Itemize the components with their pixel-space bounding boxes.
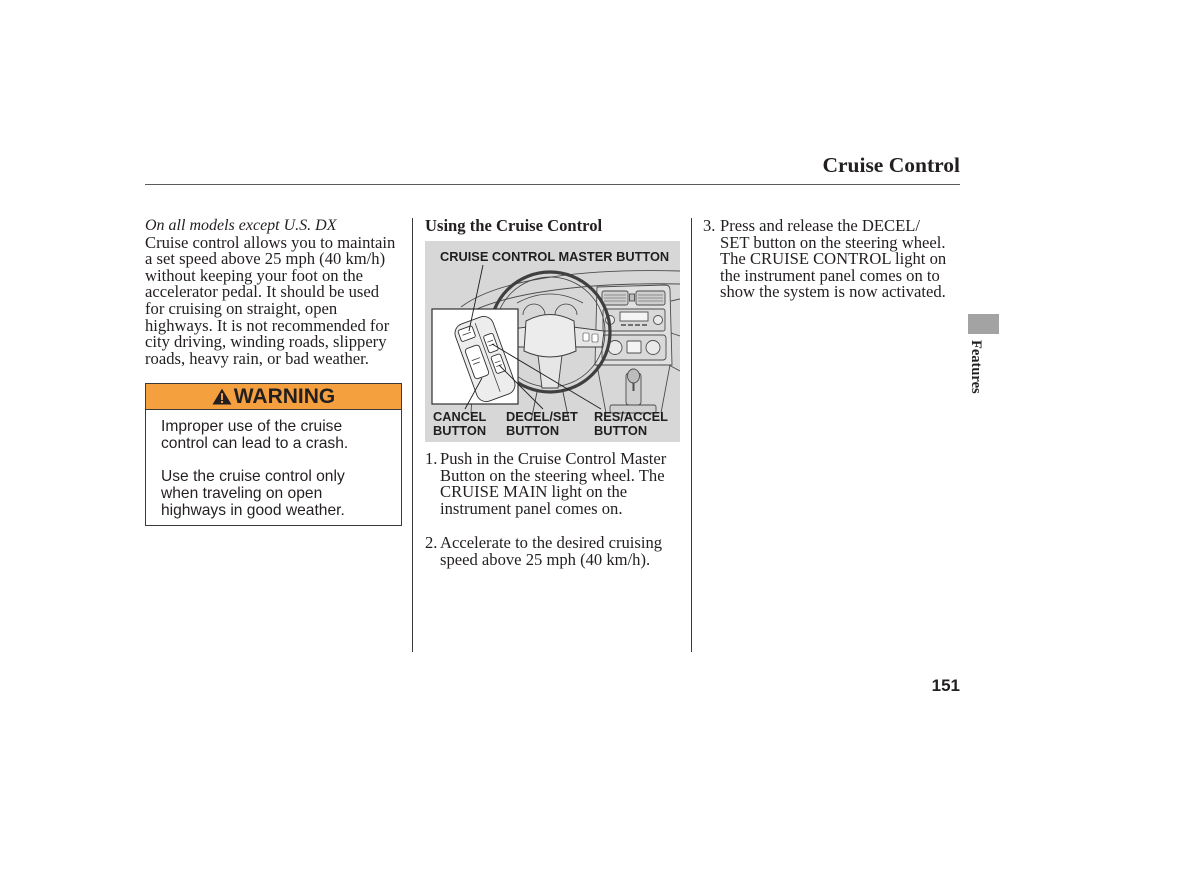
step-3 (703, 218, 946, 301)
intro-paragraph: Cruise control allows you to maintain a set speed above 25 mph (40 km/h) without keeping your foot on the accelerator pedal. It should be used for cruising on straight, open highways. It is not recommended for city driving, winding roads, slippery roads, heavy rain, or bad weather. (145, 232, 396, 368)
warning-box (145, 383, 402, 526)
step-number: 2. (425, 533, 438, 552)
res-accel-button-label: RES/ACCEL BUTTON (594, 409, 668, 438)
warning-paragraph: Improper use of the cruise control can lead to a crash. (161, 418, 349, 452)
page-number: 151 (931, 676, 960, 695)
warning-triangle-icon (212, 388, 232, 405)
step-number: 3. (703, 216, 716, 235)
lower-spoke (538, 355, 562, 388)
step-1 (425, 451, 666, 517)
section-tab-label: Features (968, 340, 984, 394)
page-title: Cruise Control (822, 153, 960, 177)
audio-display (620, 312, 648, 321)
applicability-note: On all models except U.S. DX (145, 217, 337, 234)
left-column (145, 218, 395, 367)
climate-display (627, 341, 641, 353)
shift-knob (628, 369, 640, 383)
decel-set-button-label: DECEL/SET BUTTON (506, 409, 578, 438)
cancel-button-label: CANCEL BUTTON (433, 409, 487, 438)
wheel-hub (524, 315, 576, 358)
warning-header (146, 384, 401, 410)
master-button-label: CRUISE CONTROL MASTER BUTTON (440, 249, 670, 264)
section-heading: Using the Cruise Control (425, 216, 603, 235)
warning-body (146, 410, 401, 519)
step-2 (425, 535, 662, 568)
step-text: Press and release the DECEL/ SET button on the steering wheel. The CRUISE CONTROL light on the instrument panel comes on to show the system is now activated. (720, 216, 947, 302)
hazard-button (630, 294, 635, 301)
column-divider (412, 218, 413, 652)
instrument-hood (517, 294, 583, 303)
warning-heading: WARNING (233, 384, 336, 408)
step-text: Accelerate to the desired cruising speed above 25 mph (40 km/h). (440, 533, 663, 569)
step-text: Push in the Cruise Control Master Button on the steering wheel. The CRUISE MAIN light on the instrument panel comes on. (440, 449, 667, 518)
warning-paragraph: Use the cruise control only when traveling on open highways in good weather. (161, 468, 345, 519)
column-divider (691, 218, 692, 652)
gauge-arcs (523, 304, 577, 315)
audio-knob (654, 316, 663, 325)
title-rule (145, 184, 960, 185)
cruise-control-figure (425, 241, 680, 442)
step-number: 1. (425, 449, 438, 468)
section-tab-marker (968, 314, 999, 334)
climate-knob (646, 341, 660, 355)
